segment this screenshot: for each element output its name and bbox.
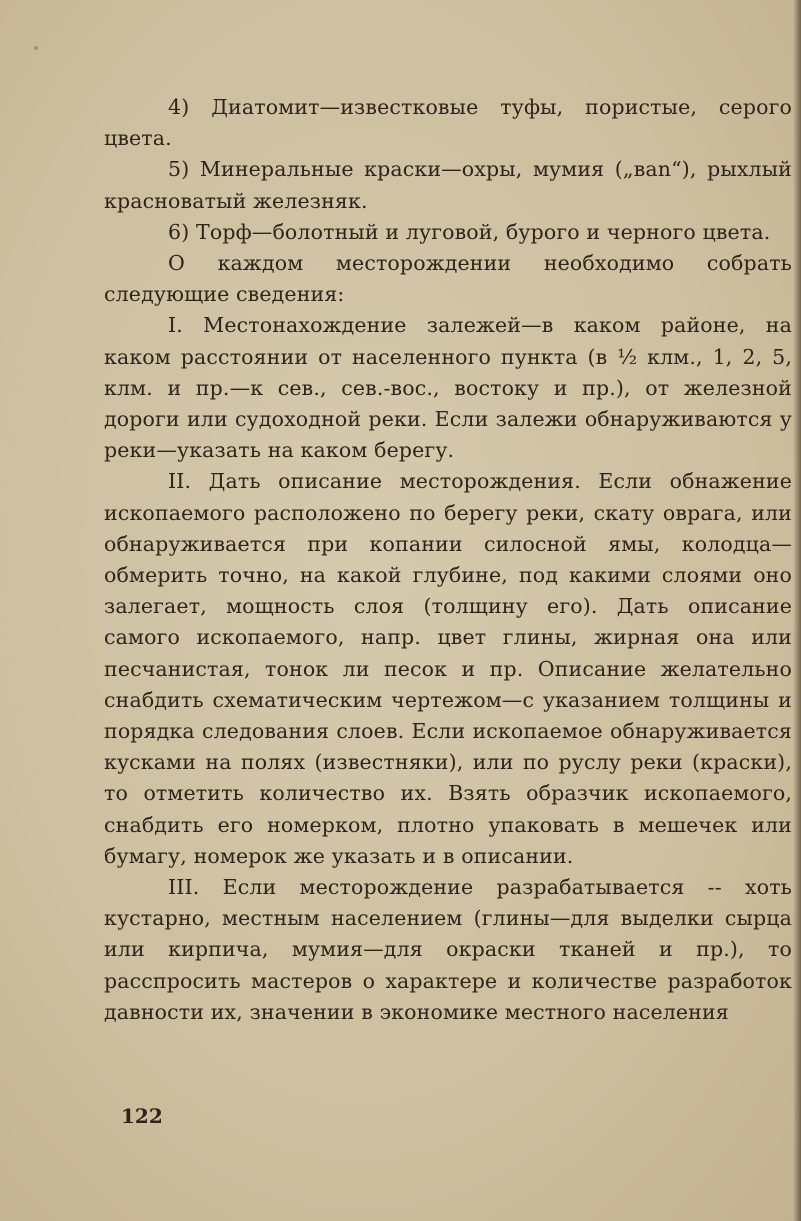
paragraph-section-3-development: III. Если месторождение разрабатывается -- хоть кустарно, местным населением (глины—для выделки сырца или кирпича, мумия—для окраски тканей и пр.), то расспросить мастеров о характере и количестве разработок давности их, значении в экономике местного населения (104, 875, 792, 1024)
paragraph-section-2-description: II. Дать описание месторождения. Если обнажение ископаемого расположено по берегу реки, скату оврага, или обнаруживается при копании силосной ямы, колодца—обмерить точно, на какой глубине, под какими слоями оно залегает, мощность слоя (толщину его). Дать описание самого ископаемого, напр. цвет глины, жирная она или песчанистая, тонок ли песок и пр. Описание желательно снабдить схематическим чертежом—с указанием толщины и порядка следования слоев. Если ископаемое обнаруживается кусками на полях (известняки), или по руслу реки (краски), то отметить количество их. Взять образчик ископаемого, снабдить его номерком, плотно упаковать в мешечек или бумагу, номерок же указать и в описании. (104, 469, 792, 868)
paragraph-intro-requirements: О каждом месторождении необходимо собрать следующие сведения: (104, 251, 792, 307)
paragraph-section-1-location: I. Местонахождение залежей—в каком районе, на каком расстоянии от населенного пункта (в ½ клм., 1, 2, 5, клм. и пр.—к сев., сев.-вос., востоку и пр.), от железной дороги или судоходной реки. Если залежи обнаруживаются у реки—указать на каком берегу. (104, 313, 792, 463)
paragraph-peat: 6) Торф—болотный и луговой, бурого и черного цвета. (168, 219, 771, 244)
paragraph-diatomite: 4) Диатомит—известковые туфы, пористые, серого цвета. (104, 95, 792, 151)
page-edge-shadow (793, 0, 801, 1221)
paragraph-mineral-paints: 5) Минеральные краски—охры, мумия („ваn“), рыхлый красноватый железняк. (104, 157, 792, 213)
paper-speck (34, 46, 38, 50)
page-text (104, 92, 792, 1028)
page-number: 122 (121, 1104, 163, 1128)
